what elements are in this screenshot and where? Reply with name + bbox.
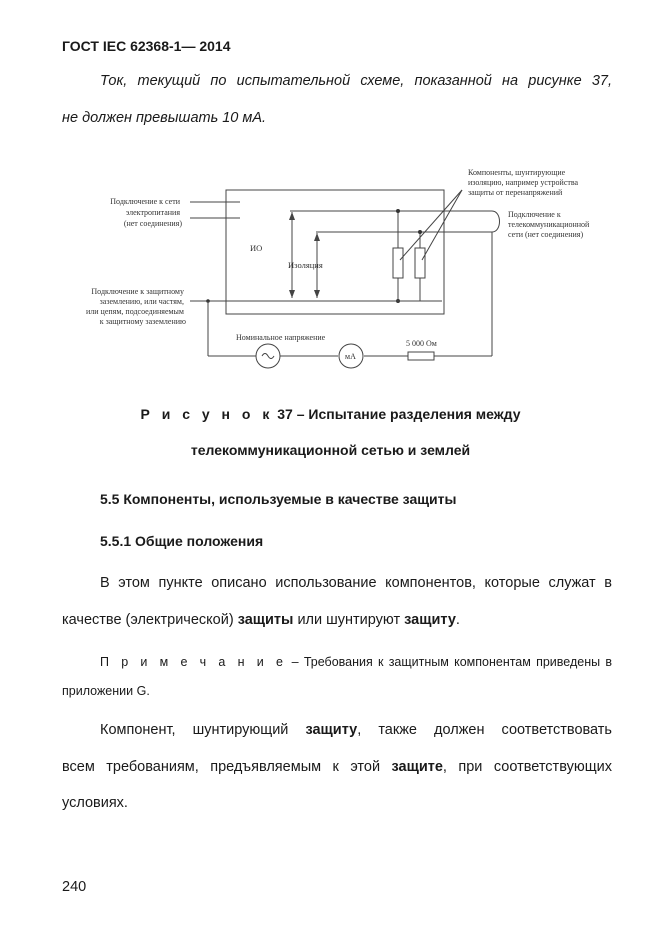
label-mains: Подключение к сети электропитания (нет соединения) — [110, 197, 182, 228]
para2-line-3: условиях. — [62, 795, 128, 811]
label-io: ИО — [250, 243, 263, 253]
label-components: Компоненты, шунтирующие изоляцию, например устройства защиты от перенапряжений — [468, 168, 579, 197]
label-ma: мА — [345, 352, 356, 361]
figure-caption-line-1: Р и с у н о к 37 – Испытание разделения между — [140, 406, 521, 422]
resistor — [408, 352, 434, 360]
label-ground: Подключение к защитному заземлению, или частям, или цепям, подсоединяемым к защитному заземлению — [86, 287, 186, 326]
label-telecom: Подключение к телекоммуникационной сети (нет соединения) — [508, 210, 590, 239]
document-header: ГОСТ IEC 62368-1— 2014 — [62, 38, 231, 54]
para2-line-1: Компонент, шунтирующий защиту, также должен соответствовать — [100, 722, 612, 738]
para1-line-2: качестве (электрической) защиты или шунтируют защиту. — [62, 612, 460, 628]
component-1 — [393, 248, 403, 278]
label-resistor: 5 000 Ом — [406, 339, 437, 348]
component-2 — [415, 248, 425, 278]
page-number: 240 — [62, 879, 87, 895]
section-5-5-title: 5.5 Компоненты, используемые в качестве защиты — [100, 491, 457, 507]
note-line-1: П р и м е ч а н и е – Требования к защитным компонентам приведены в — [100, 655, 612, 669]
intro-line-2: не должен превышать 10 мА. — [62, 110, 267, 126]
label-voltage: Номинальное напряжение — [236, 333, 326, 342]
para2-line-2: всем требованиям, предъявляемым к этой защите, при соответствующих — [62, 759, 612, 775]
label-insulation: Изоляция — [288, 260, 323, 270]
intro-line-1: Ток, текущий по испытательной схеме, показанной на рисунке 37, — [100, 73, 612, 89]
para1-line-1: В этом пункте описано использование компонентов, которые служат в — [100, 575, 612, 591]
note-line-2: приложении G. — [62, 684, 150, 698]
section-5-5-1-title: 5.5.1 Общие положения — [100, 533, 264, 549]
test-circuit-diagram — [0, 160, 661, 385]
figure-caption-line-2: телекоммуникационной сетью и землей — [190, 442, 471, 458]
